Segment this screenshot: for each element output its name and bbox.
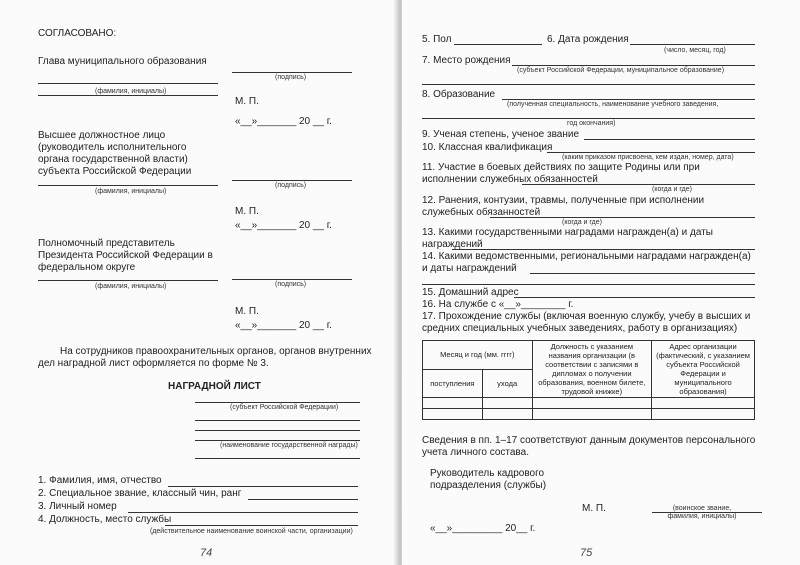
field-14-line-2 (422, 284, 755, 285)
field-8-line-2 (422, 118, 755, 119)
header-exit: ухода (482, 369, 532, 398)
subject-line (195, 402, 360, 403)
head-signature-caption: (подпись) (275, 74, 307, 81)
field-17-label: 17. Прохождение службы (включая военную службу, учебу в высших и средних специальных учебных заведениях, работу в организациях) (422, 311, 751, 334)
field-5-label: 5. Пол (422, 34, 452, 45)
agreed-heading: СОГЛАСОВАНО: (38, 28, 117, 39)
page-number-left: 74 (200, 547, 213, 559)
when-caption-2: (когда и где) (562, 219, 602, 226)
education-caption: (полученная специальность, наименование учебного заведения, (507, 101, 719, 108)
field-3-label: 3. Личный номер (38, 501, 117, 512)
official-name-line (38, 185, 218, 186)
header-address: Адрес организации (фактический, с указанием субъекта Российской Федерации и муниципального образования) (652, 341, 755, 398)
rank-caption: (воинское звание, фамилия, инициалы) (667, 505, 737, 520)
field-2-label: 2. Специальное звание, классный чин, ранг (38, 488, 242, 499)
head-signature-line (232, 72, 352, 73)
field-2-line (248, 499, 358, 500)
award-line-1 (195, 420, 360, 421)
page-left (0, 0, 398, 565)
table-row (423, 398, 755, 409)
rep-name-line (38, 280, 218, 281)
field-1-line (168, 486, 358, 487)
header-position: Должность с указанием названия организации (в соответствии с записями в дипломах о получении образования, военном билете, трудовой книжке) (532, 341, 652, 398)
head-title: Глава муниципального образования (38, 56, 207, 67)
field-7-line-2 (422, 84, 755, 85)
stamp-place-right: М. П. (582, 503, 606, 514)
representative-title: Полномочный представитель Президента Российской Федерации в федеральном округе (38, 238, 213, 273)
stamp-place-2: М. П. (235, 206, 259, 217)
hr-head-title: Руководитель кадрового подразделения (службы) (430, 468, 547, 491)
field-14-line (530, 273, 755, 274)
award-caption: (наименование государственной награды) (220, 442, 358, 449)
date-1: «__»_______ 20 __ г. (235, 116, 332, 127)
official-signature-line (232, 180, 352, 181)
education-caption-2: год окончания) (567, 120, 616, 127)
field-4-label: 4. Должность, место службы (38, 514, 172, 525)
official-title: Высшее должностное лицо (руководитель исполнительного органа государственной власти) субъекта Российской Федерации (38, 130, 192, 177)
award-line-4 (195, 458, 360, 459)
field-7-label: 7. Место рождения (422, 55, 511, 66)
header-entry: поступления (423, 369, 483, 398)
qualification-caption: (каким приказом присвоена, кем издан, номер, дата) (562, 154, 734, 161)
official-signature-caption: (подпись) (275, 182, 307, 189)
field-10-line (547, 152, 755, 153)
rep-signature-caption: (подпись) (275, 281, 307, 288)
field-11-line (522, 184, 755, 185)
stamp-place-3: М. П. (235, 306, 259, 317)
head-name-caption: (фамилия, инициалы) (95, 88, 167, 95)
when-caption: (когда и где) (652, 186, 692, 193)
field-8-label: 8. Образование (422, 89, 496, 100)
field-12-label: 12. Ранения, контузии, травмы, полученные при исполнении служебных обязанностей (422, 195, 705, 218)
official-name-caption: (фамилия, инициалы) (95, 188, 167, 195)
date-2: «__»_______ 20 __ г. (235, 220, 332, 231)
award-sheet-title: НАГРАДНОЙ ЛИСТ (168, 381, 261, 392)
field-6-line (630, 44, 755, 45)
dob-caption: (число, месяц, год) (664, 47, 726, 54)
head-name-line (38, 83, 218, 84)
header-month-year: Месяц и год (мм. гггг) (423, 341, 533, 370)
field-14-label: 14. Какими ведомственными, региональными наградами награжден(а) и даты награждений (422, 251, 751, 274)
table-row (423, 409, 755, 420)
page-number-right: 75 (580, 547, 593, 559)
field-9-line (584, 139, 755, 140)
field-4-line (165, 525, 358, 526)
field-7-line (512, 65, 755, 66)
field-15-line (514, 297, 755, 298)
service-history-table (422, 340, 755, 420)
field-9-label: 9. Ученая степень, ученое звание (422, 129, 580, 140)
field-15-label: 15. Домашний адрес (422, 287, 519, 298)
field-10-label: 10. Классная квалификация (422, 142, 553, 153)
field-3-line (128, 512, 358, 513)
confirmation-text: Сведения в пп. 1–17 соответствуют данным документов персонального учета личного состава. (422, 435, 756, 458)
field-12-line (490, 217, 755, 218)
unit-caption: (действительное наименование воинской части, организации) (150, 528, 353, 535)
field-13-line (452, 249, 755, 250)
subject-caption: (субъект Российской Федерации) (230, 404, 339, 411)
stamp-place-1: М. П. (235, 96, 259, 107)
rep-name-caption: (фамилия, инициалы) (95, 283, 167, 290)
page-right (402, 0, 800, 565)
field-16-label: 16. На службе с «__»________ г. (422, 299, 574, 310)
date-right: «__»_________ 20__ г. (430, 523, 536, 534)
field-8-line (502, 99, 755, 100)
note-text: На сотрудников правоохранительных органов, органов внутренних дел наградной лист оформляется по форме № 3. (38, 346, 372, 369)
field-6-label: 6. Дата рождения (547, 34, 629, 45)
rep-signature-line (232, 279, 352, 280)
date-3: «__»_______ 20 __ г. (235, 320, 332, 331)
field-13-label: 13. Какими государственными наградами награжден(а) и даты награждений (422, 227, 713, 250)
field-5-line (454, 44, 542, 45)
field-11-label: 11. Участие в боевых действиях по защите Родины или при исполнении служебных обязанностей (422, 162, 700, 185)
award-line-2 (195, 430, 360, 431)
award-line-3 (195, 440, 360, 441)
field-1-label: 1. Фамилия, имя, отчество (38, 475, 162, 486)
birthplace-caption: (субъект Российской Федерации, муниципальное образование) (517, 67, 725, 74)
